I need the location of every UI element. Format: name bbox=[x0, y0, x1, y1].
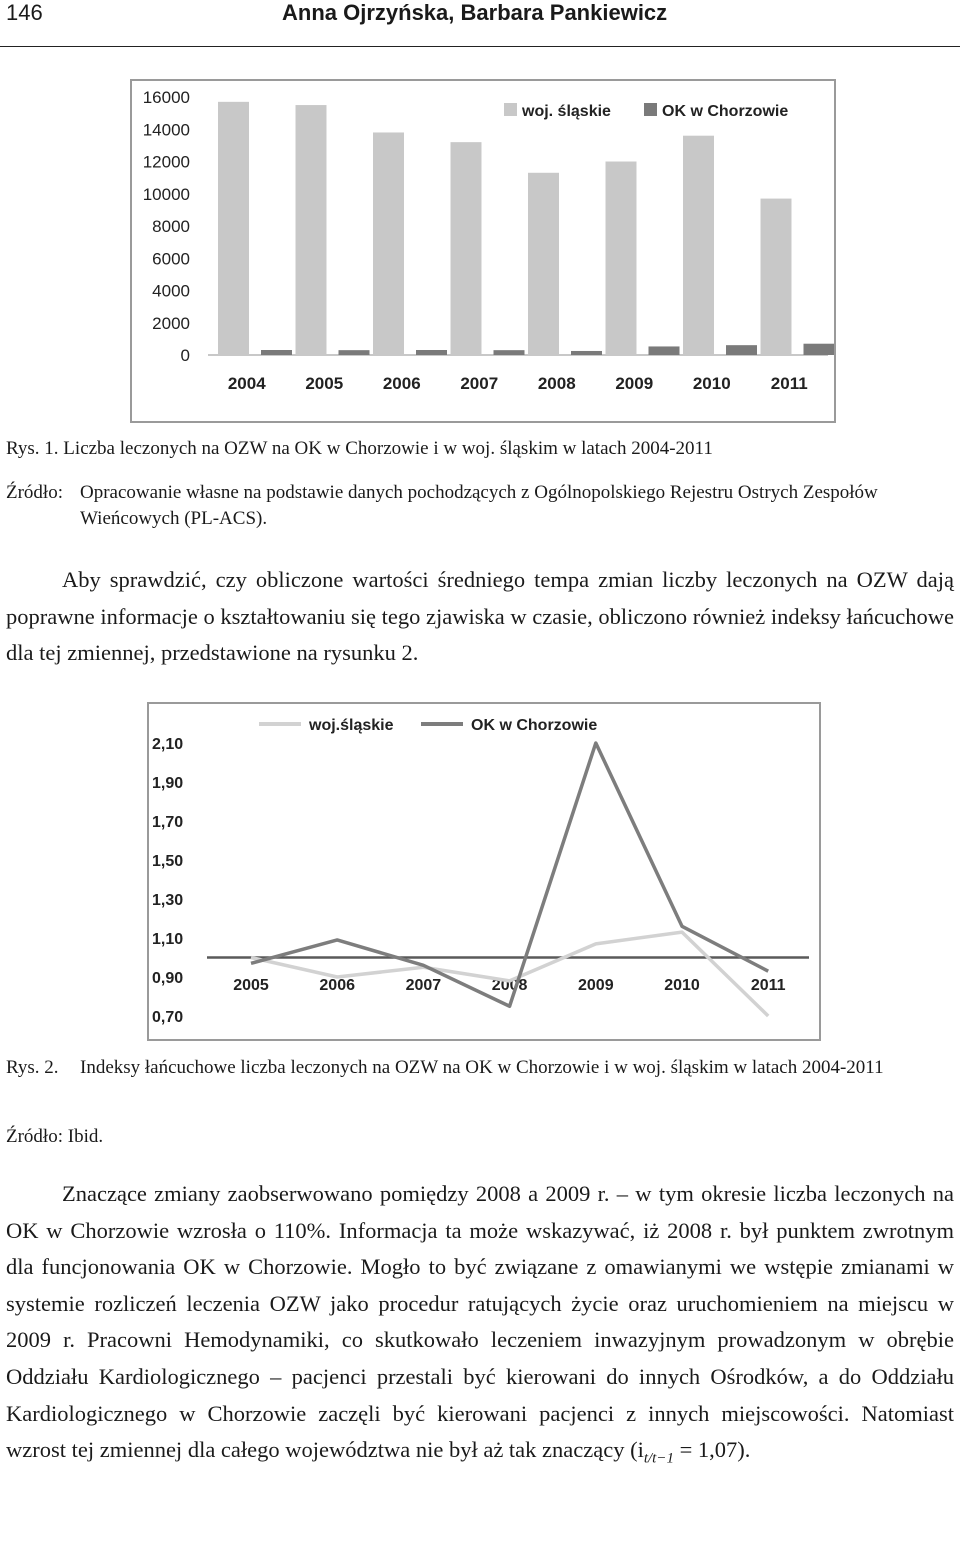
figure1-source-label: Źródło: bbox=[6, 482, 63, 503]
y-tick-label: 0,90 bbox=[152, 970, 184, 987]
bar-ok-chorzow-2004 bbox=[261, 350, 292, 355]
page-header bbox=[0, 0, 960, 47]
paragraph-2 bbox=[6, 1176, 954, 1477]
y-tick-label: 4000 bbox=[152, 281, 190, 301]
y-tick-label: 10000 bbox=[142, 184, 190, 204]
bar-ok-chorzow-2007 bbox=[494, 350, 525, 355]
paragraph-2-text: Znaczące zmiany zaobserwowano pomiędzy 2008 a 2009 r. – w tym okresie liczba leczonych na OK w Chorzowie wzrosła o 110%. Informacja ta może wskazywać, iż 2008 r. był punktem zwrotnym dla funcjonowania OK w Chorzowie. Mogło to być związane z omawianymi we wstępie zmianami w systemie rozliczeń leczenia OZW jako procedur ratujących życie oraz uruchomieniem na miejscu w 2009 r. Pracowni Hemodynamiki, co skutkowało leczeniem inwazyjnym prowadzonym w obrębie Oddziału Kardiologicznego – pacjenci przestali być kierowani do innych Ośrodków, a do Oddziału Kardiologicznego w Chorzowie zaczęli być kierowani pacjenci z innych miejscowości. Natomiast wzrost tej zmiennej dla całego województwa nie był aż tak znaczący (i bbox=[6, 1181, 954, 1463]
bar-ok-chorzow-2009 bbox=[649, 346, 680, 355]
bar-woj-slaskie-2009 bbox=[606, 162, 637, 356]
legend-label: OK w Chorzowie bbox=[471, 717, 598, 734]
bar-chart-svg bbox=[132, 81, 834, 421]
bar-woj-slaskie-2007 bbox=[451, 142, 482, 355]
y-tick-label: 1,30 bbox=[152, 892, 184, 909]
series-line-ok-chorzow bbox=[251, 743, 768, 1006]
y-tick-label: 12000 bbox=[142, 152, 190, 172]
line-chart-svg bbox=[149, 704, 819, 1039]
y-tick-label: 1,90 bbox=[152, 775, 184, 792]
figure2-caption-prefix: Rys. 2. bbox=[6, 1057, 59, 1078]
x-tick-label: 2006 bbox=[382, 374, 421, 393]
y-tick-label: 14000 bbox=[142, 120, 190, 140]
y-tick-label: 0 bbox=[180, 346, 190, 365]
y-tick-label: 0,70 bbox=[152, 1009, 184, 1026]
x-tick-label: 2010 bbox=[692, 374, 731, 393]
y-tick-label: 2,10 bbox=[152, 736, 184, 753]
y-tick-label: 6000 bbox=[152, 249, 190, 269]
x-tick-label: 2010 bbox=[664, 977, 700, 994]
y-tick-label: 8000 bbox=[152, 217, 190, 236]
x-tick-label: 2007 bbox=[460, 374, 499, 393]
figure2-caption: Indeksy łańcuchowe liczba leczonych na OZW na OK w Chorzowie i w woj. śląskim w latach 2004-2011 bbox=[80, 1057, 884, 1078]
figure2-source: Źródło: Ibid. bbox=[6, 1126, 104, 1147]
page-number: 146 bbox=[6, 0, 43, 25]
bar-chart bbox=[130, 79, 836, 423]
legend-label: OK w Chorzowie bbox=[662, 103, 789, 120]
x-tick-label: 2005 bbox=[233, 977, 269, 994]
x-tick-label: 2011 bbox=[770, 374, 808, 393]
x-tick-label: 2008 bbox=[537, 374, 576, 393]
bar-woj-slaskie-2008 bbox=[528, 173, 559, 355]
figure1-source-text: Opracowanie własne na podstawie danych pochodzących z Ogólnopolskiego Rejestru Ostrych Zespołów Wieńcowych (PL-ACS). bbox=[80, 482, 878, 529]
y-tick-label: 1,50 bbox=[152, 853, 184, 870]
legend-label: woj. śląskie bbox=[522, 103, 611, 120]
y-tick-label: 1,10 bbox=[152, 931, 184, 948]
x-tick-label: 2004 bbox=[227, 374, 266, 393]
legend-swatch bbox=[644, 103, 657, 116]
running-head: Anna Ojrzyńska, Barbara Pankiewicz bbox=[282, 0, 668, 25]
bar-ok-chorzow-2005 bbox=[339, 350, 370, 355]
legend-label: woj.śląskie bbox=[309, 717, 394, 734]
x-tick-label: 2008 bbox=[491, 977, 528, 994]
x-tick-label: 2005 bbox=[305, 374, 344, 393]
y-tick-label: 2000 bbox=[152, 313, 190, 333]
bar-ok-chorzow-2006 bbox=[416, 350, 447, 355]
legend-swatch bbox=[504, 103, 517, 116]
y-tick-label: 1,70 bbox=[152, 814, 184, 831]
paragraph-1: Aby sprawdzić, czy obliczone wartości średniego tempa zmian liczby leczonych na OZW dają poprawne informacje o kształtowaniu się tego zjawiska w czasie, obliczono również indeksy łańcuchowe dla tej zmiennej, przedstawione na rysunku 2. bbox=[6, 567, 954, 666]
x-tick-label: 2006 bbox=[319, 977, 355, 994]
x-tick-label: 2007 bbox=[405, 977, 442, 994]
x-tick-label: 2011 bbox=[750, 977, 786, 994]
bar-woj-slaskie-2006 bbox=[373, 132, 404, 355]
bar-woj-slaskie-2004 bbox=[218, 102, 249, 355]
x-tick-label: 2009 bbox=[615, 374, 654, 393]
formula-rest: = 1,07). bbox=[673, 1437, 751, 1463]
figure1-caption: Rys. 1. Liczba leczonych na OZW na OK w Chorzowie i w woj. śląskim w latach 2004-2011 bbox=[6, 438, 713, 459]
bar-ok-chorzow-2010 bbox=[726, 345, 757, 355]
bar-ok-chorzow-2008 bbox=[571, 351, 602, 355]
bar-woj-slaskie-2011 bbox=[761, 199, 792, 355]
line-chart bbox=[147, 702, 821, 1041]
bar-ok-chorzow-2011 bbox=[804, 344, 835, 355]
bar-woj-slaskie-2010 bbox=[683, 136, 714, 355]
formula-subscript: t/t−1 bbox=[643, 1450, 674, 1467]
bar-woj-slaskie-2005 bbox=[296, 105, 327, 355]
x-tick-label: 2009 bbox=[578, 977, 614, 994]
y-tick-label: 16000 bbox=[142, 88, 190, 107]
